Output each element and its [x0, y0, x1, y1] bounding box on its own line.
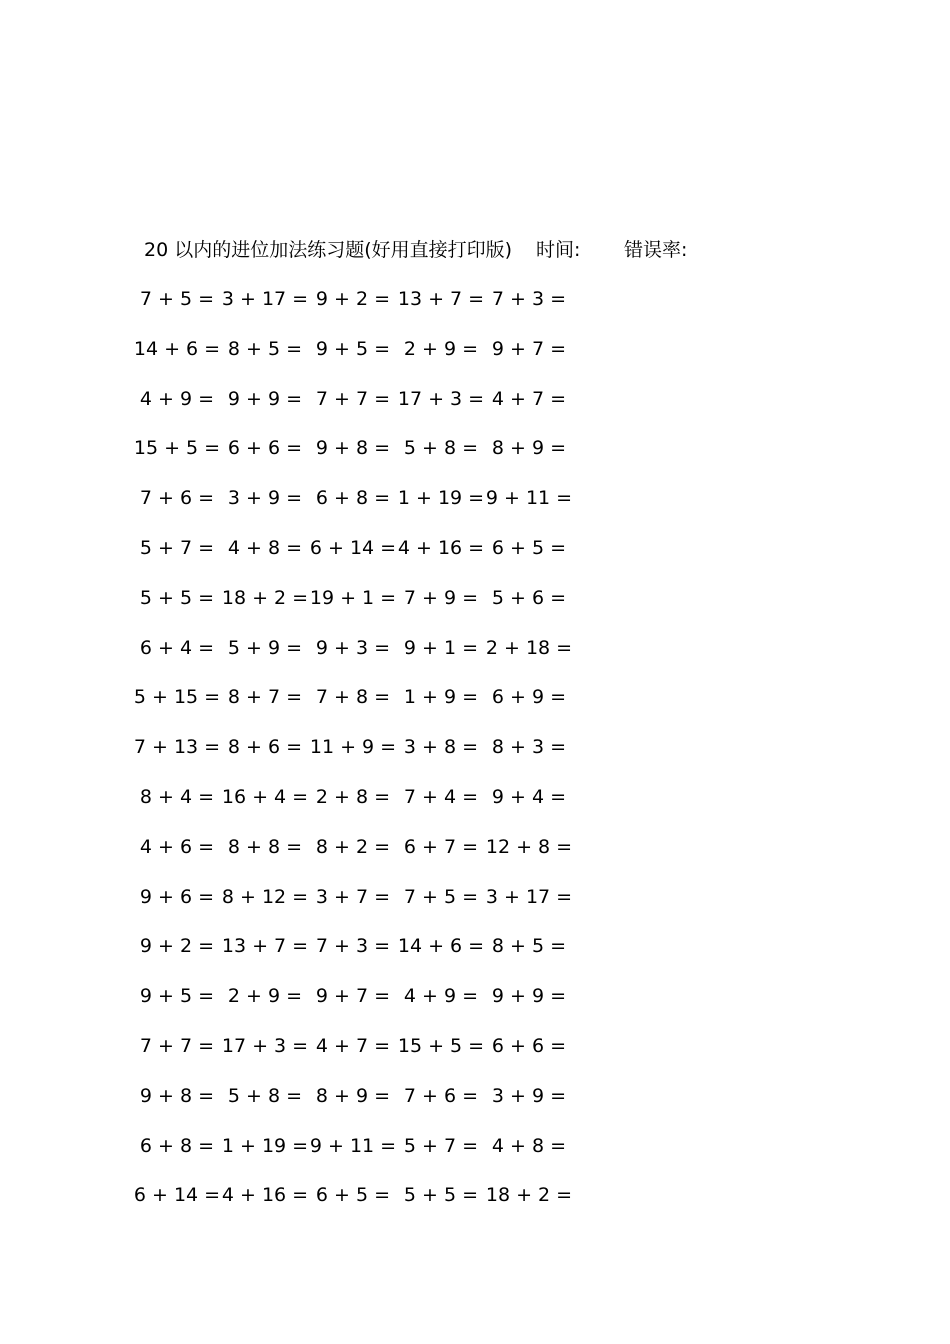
problem-row	[0, 782, 950, 832]
addition-problem: 8 + 9 =	[315, 1084, 391, 1107]
addition-problem: 6 + 8 =	[315, 487, 391, 510]
addition-problem: 2 + 8 =	[315, 785, 391, 808]
addition-problem: 13 + 7 =	[397, 288, 485, 310]
addition-problem: 7 + 7 =	[139, 1034, 215, 1057]
problem-row	[0, 832, 950, 882]
addition-problem: 9 + 9 =	[227, 387, 303, 410]
addition-problem: 9 + 2 =	[139, 935, 215, 958]
addition-problem: 9 + 9 =	[491, 985, 567, 1008]
addition-problem: 5 + 9 =	[227, 636, 303, 659]
addition-problem: 8 + 3 =	[491, 736, 567, 759]
addition-problem: 8 + 7 =	[227, 686, 303, 709]
addition-problem: 7 + 7 =	[315, 387, 391, 410]
addition-problem: 9 + 11 =	[309, 1134, 397, 1157]
addition-problem: 8 + 2 =	[315, 835, 391, 858]
addition-problem: 1 + 19 =	[397, 487, 485, 510]
addition-problem: 9 + 11 =	[485, 487, 573, 510]
addition-problem: 4 + 9 =	[139, 387, 215, 410]
problem-row	[0, 633, 950, 683]
addition-problem: 4 + 8 =	[227, 536, 303, 559]
addition-problem: 6 + 7 =	[403, 835, 479, 858]
problem-row	[0, 1180, 950, 1230]
problem-row	[0, 931, 950, 981]
addition-problem: 8 + 4 =	[139, 785, 215, 808]
addition-problem: 6 + 5 =	[491, 536, 567, 559]
problem-row	[0, 334, 950, 384]
addition-problem: 7 + 9 =	[403, 586, 479, 609]
addition-problem: 2 + 9 =	[227, 985, 303, 1008]
addition-problem: 6 + 9 =	[491, 686, 567, 709]
addition-problem: 4 + 7 =	[491, 387, 567, 410]
addition-problem: 8 + 5 =	[227, 337, 303, 360]
problem-row	[0, 1031, 950, 1081]
addition-problem: 4 + 8 =	[491, 1134, 567, 1157]
addition-problem: 9 + 1 =	[403, 636, 479, 659]
addition-problem: 3 + 8 =	[403, 736, 479, 759]
problem-row	[0, 1131, 950, 1181]
addition-problem: 17 + 3 =	[397, 387, 485, 410]
addition-problem: 12 + 8 =	[485, 835, 573, 858]
addition-problem: 14 + 6 =	[397, 935, 485, 958]
worksheet-header	[0, 236, 950, 264]
problem-row	[0, 433, 950, 483]
addition-problem: 7 + 13 =	[133, 736, 221, 759]
addition-problem: 7 + 8 =	[315, 686, 391, 709]
problem-row	[0, 1081, 950, 1131]
addition-problem: 18 + 2 =	[485, 1184, 573, 1207]
problem-grid	[0, 284, 950, 1230]
addition-problem: 5 + 7 =	[403, 1134, 479, 1157]
addition-problem: 4 + 6 =	[139, 835, 215, 858]
problem-row	[0, 284, 950, 334]
problem-row	[0, 981, 950, 1031]
addition-problem: 7 + 3 =	[491, 288, 567, 310]
addition-problem: 9 + 8 =	[139, 1084, 215, 1107]
addition-problem: 9 + 8 =	[315, 437, 391, 460]
addition-problem: 3 + 17 =	[221, 288, 309, 310]
addition-problem: 7 + 5 =	[403, 885, 479, 908]
addition-problem: 5 + 7 =	[139, 536, 215, 559]
addition-problem: 7 + 4 =	[403, 785, 479, 808]
time-label: 时间:	[536, 239, 581, 261]
addition-problem: 1 + 9 =	[403, 686, 479, 709]
addition-problem: 3 + 9 =	[491, 1084, 567, 1107]
addition-problem: 16 + 4 =	[221, 785, 309, 808]
addition-problem: 5 + 15 =	[133, 686, 221, 709]
addition-problem: 9 + 5 =	[315, 337, 391, 360]
addition-problem: 11 + 9 =	[309, 736, 397, 759]
addition-problem: 6 + 14 =	[309, 536, 397, 559]
problem-row	[0, 384, 950, 434]
addition-problem: 4 + 16 =	[397, 536, 485, 559]
addition-problem: 2 + 18 =	[485, 636, 573, 659]
addition-problem: 9 + 3 =	[315, 636, 391, 659]
addition-problem: 7 + 3 =	[315, 935, 391, 958]
addition-problem: 14 + 6 =	[133, 337, 221, 360]
problem-row	[0, 682, 950, 732]
addition-problem: 6 + 6 =	[491, 1034, 567, 1057]
addition-problem: 3 + 17 =	[485, 885, 573, 908]
addition-problem: 13 + 7 =	[221, 935, 309, 958]
addition-problem: 6 + 8 =	[139, 1134, 215, 1157]
addition-problem: 6 + 6 =	[227, 437, 303, 460]
addition-problem: 8 + 6 =	[227, 736, 303, 759]
addition-problem: 9 + 2 =	[315, 288, 391, 310]
addition-problem: 2 + 9 =	[403, 337, 479, 360]
addition-problem: 3 + 9 =	[227, 487, 303, 510]
problem-row	[0, 732, 950, 782]
addition-problem: 7 + 6 =	[403, 1084, 479, 1107]
addition-problem: 18 + 2 =	[221, 586, 309, 609]
addition-problem: 9 + 7 =	[315, 985, 391, 1008]
addition-problem: 9 + 4 =	[491, 785, 567, 808]
addition-problem: 1 + 19 =	[221, 1134, 309, 1157]
addition-problem: 17 + 3 =	[221, 1034, 309, 1057]
addition-problem: 8 + 8 =	[227, 835, 303, 858]
worksheet-title: 20 以内的进位加法练习题(好用直接打印版)	[144, 239, 513, 261]
addition-problem: 5 + 8 =	[403, 437, 479, 460]
addition-problem: 9 + 5 =	[139, 985, 215, 1008]
addition-problem: 4 + 7 =	[315, 1034, 391, 1057]
addition-problem: 6 + 4 =	[139, 636, 215, 659]
addition-problem: 15 + 5 =	[397, 1034, 485, 1057]
problem-row	[0, 483, 950, 533]
addition-problem: 6 + 14 =	[133, 1184, 221, 1207]
problem-row	[0, 882, 950, 932]
addition-problem: 8 + 12 =	[221, 885, 309, 908]
addition-problem: 6 + 5 =	[315, 1184, 391, 1207]
addition-problem: 8 + 5 =	[491, 935, 567, 958]
addition-problem: 15 + 5 =	[133, 437, 221, 460]
addition-problem: 5 + 5 =	[403, 1184, 479, 1207]
addition-problem: 9 + 6 =	[139, 885, 215, 908]
addition-problem: 19 + 1 =	[309, 586, 397, 609]
problem-row	[0, 583, 950, 633]
addition-problem: 5 + 8 =	[227, 1084, 303, 1107]
addition-problem: 4 + 9 =	[403, 985, 479, 1008]
addition-problem: 7 + 6 =	[139, 487, 215, 510]
addition-problem: 5 + 5 =	[139, 586, 215, 609]
addition-problem: 9 + 7 =	[491, 337, 567, 360]
error-rate-label: 错误率:	[624, 239, 688, 261]
addition-problem: 4 + 16 =	[221, 1184, 309, 1207]
addition-problem: 8 + 9 =	[491, 437, 567, 460]
addition-problem: 7 + 5 =	[139, 288, 215, 310]
problem-row	[0, 533, 950, 583]
addition-problem: 5 + 6 =	[491, 586, 567, 609]
addition-problem: 3 + 7 =	[315, 885, 391, 908]
